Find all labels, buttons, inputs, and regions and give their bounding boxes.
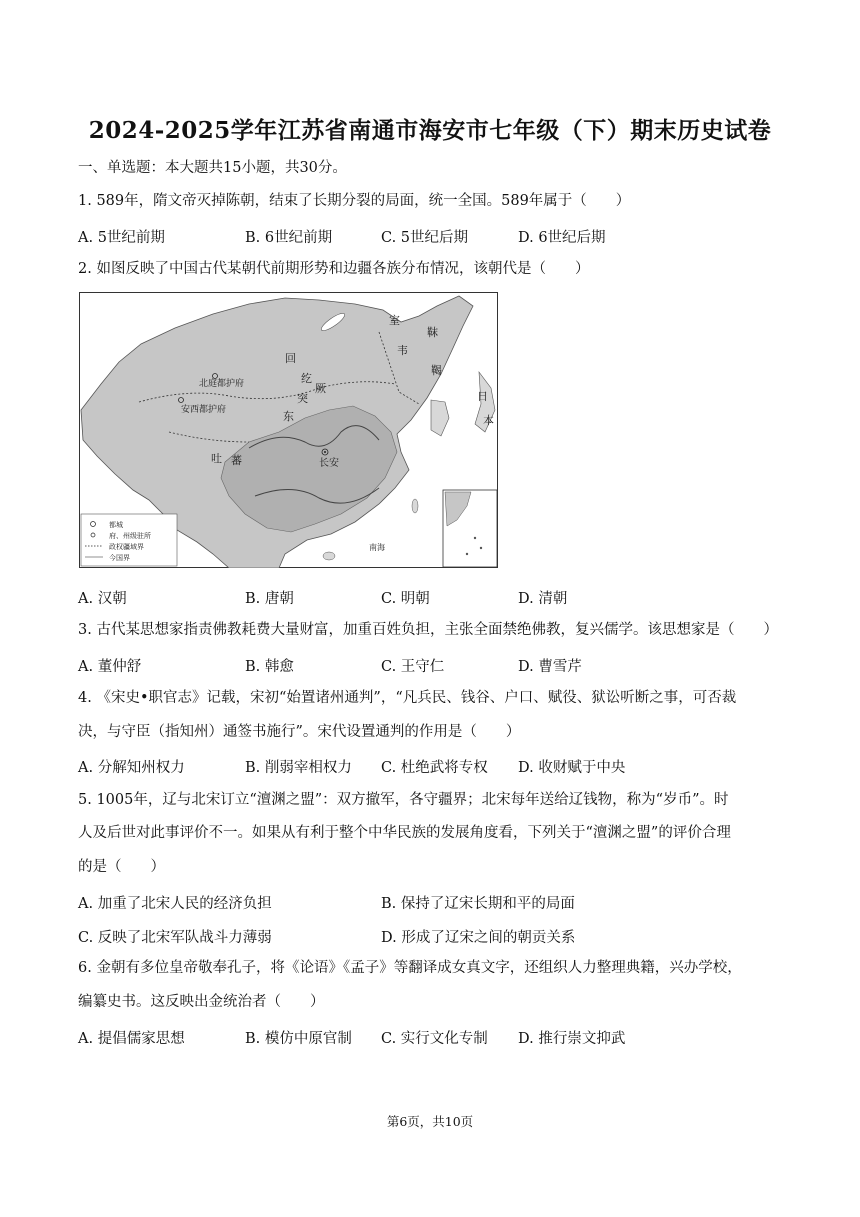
map-legend-boundary: 政权疆域界 (109, 543, 144, 551)
question-5-option-a[interactable]: A. 加重了北宋人民的经济负担 (78, 896, 272, 912)
question-6-option-a[interactable]: A. 提倡儒家思想 (78, 1031, 185, 1047)
map-label-bo: 蕃 (231, 454, 242, 467)
question-6-option-d[interactable]: D. 推行崇文抑武 (518, 1031, 626, 1047)
question-2-stem: 2. 如图反映了中国古代某朝代前期形势和边疆各族分布情况，该朝代是（ ） (78, 261, 590, 277)
map-label-nanhai: 南海 (369, 543, 385, 552)
map-label-changan: 长安 (319, 458, 339, 469)
question-5-option-d[interactable]: D. 形成了辽宋之间的朝贡关系 (381, 930, 576, 946)
question-1-option-d[interactable]: D. 6世纪后期 (518, 230, 606, 246)
question-4-stem-line-1: 4. 《宋史•职官志》记载，宋初“始置诸州通判”，“凡兵民、钱谷、户口、赋役、狱讼听断之事，可否裁 (78, 690, 737, 706)
question-4-option-c[interactable]: C. 杜绝武将专权 (381, 760, 488, 776)
question-3-option-c[interactable]: C. 王守仁 (381, 659, 445, 675)
map-inset-island-3 (466, 553, 468, 555)
question-5-stem-line-1: 5. 1005年，辽与北宋订立“澶渊之盟”：双方撤军，各守疆界；北宋每年送给辽钱物，称为“岁币”。时 (78, 792, 729, 808)
map-label-tu: 突 (297, 392, 308, 405)
map-inset-island-2 (480, 547, 482, 549)
map-label-dong: 东 (283, 410, 294, 423)
question-6-stem-line-1: 6. 金朝有多位皇帝敬奉孔子，将《论语》《孟子》等翻译成女真文字，还组织人力整理典籍，兴办学校， (78, 960, 742, 976)
map-legend-border: 今国界 (109, 554, 130, 562)
map-legend-city: 府、州级驻所 (109, 532, 151, 540)
question-2-option-a[interactable]: A. 汉朝 (78, 591, 127, 607)
question-6-stem-line-2: 编纂史书。这反映出金统治者（ ） (78, 994, 325, 1010)
question-3-option-b[interactable]: B. 韩愈 (245, 659, 294, 675)
question-3-stem: 3. 古代某思想家指责佛教耗费大量财富，加重百姓负担，主张全面禁绝佛教，复兴儒学。该思想家是（ ） (78, 622, 778, 638)
map-inset-island-1 (474, 537, 476, 539)
question-6-option-b[interactable]: B. 模仿中原官制 (245, 1031, 352, 1047)
tang-dynasty-map (79, 292, 498, 568)
map-label-jue: 厥 (315, 382, 326, 395)
map-changan-marker-dot (324, 451, 326, 453)
map-label-anxi: 安西都护府 (181, 405, 227, 415)
map-legend-capital: 都城 (109, 521, 123, 529)
question-5-option-c[interactable]: C. 反映了北宋军队战斗力薄弱 (78, 930, 272, 946)
question-2-option-c[interactable]: C. 明朝 (381, 591, 430, 607)
question-3-option-a[interactable]: A. 董仲舒 (78, 659, 142, 675)
question-2-option-d[interactable]: D. 清朝 (518, 591, 568, 607)
map-label-he: 纥 (301, 372, 312, 385)
question-1-stem: 1. 589年，隋文帝灭掉陈朝，结束了长期分裂的局面，统一全国。589年属于（ ） (78, 193, 631, 209)
map-hainan (323, 552, 335, 560)
section-header: 一、单选题：本大题共15小题，共30分。 (78, 160, 347, 176)
map-svg (79, 292, 498, 568)
question-1-option-c[interactable]: C. 5世纪后期 (381, 230, 469, 246)
map-label-he2: 鞨 (431, 364, 442, 377)
map-taiwan (412, 499, 418, 513)
map-label-ben: 本 (483, 414, 494, 427)
map-label-mo: 靺 (427, 326, 438, 339)
question-4-option-a[interactable]: A. 分解知州权力 (78, 760, 185, 776)
exam-title: 2024-2025学年江苏省南通市海安市七年级（下）期末历史试卷 (88, 117, 772, 144)
question-5-stem-line-2: 人及后世对此事评价不一。如果从有利于整个中华民族的发展角度看，下列关于“澶渊之盟”的评价合理 (78, 825, 731, 841)
question-4-stem-line-2: 决，与守臣（指知州）通签书施行”。宋代设置通判的作用是（ ） (78, 724, 521, 740)
map-label-shi: 室 (389, 314, 400, 327)
question-1-option-a[interactable]: A. 5世纪前期 (78, 230, 165, 246)
question-5-option-b[interactable]: B. 保持了辽宋长期和平的局面 (381, 896, 575, 912)
question-5-stem-line-3: 的是（ ） (78, 859, 165, 875)
question-6-option-c[interactable]: C. 实行文化专制 (381, 1031, 488, 1047)
question-4-option-d[interactable]: D. 收财赋于中央 (518, 760, 626, 776)
question-3-option-d[interactable]: D. 曹雪芹 (518, 659, 582, 675)
map-label-tu2: 吐 (211, 452, 222, 465)
question-1-option-b[interactable]: B. 6世纪前期 (245, 230, 333, 246)
map-label-hui: 回 (285, 352, 296, 365)
question-4-option-b[interactable]: B. 削弱宰相权力 (245, 760, 352, 776)
map-label-ri: 日 (477, 390, 488, 403)
map-label-wei: 韦 (397, 344, 408, 357)
map-label-beiting: 北庭都护府 (199, 379, 245, 389)
question-2-option-b[interactable]: B. 唐朝 (245, 591, 294, 607)
page-footer: 第6页，共10页 (386, 1114, 474, 1129)
